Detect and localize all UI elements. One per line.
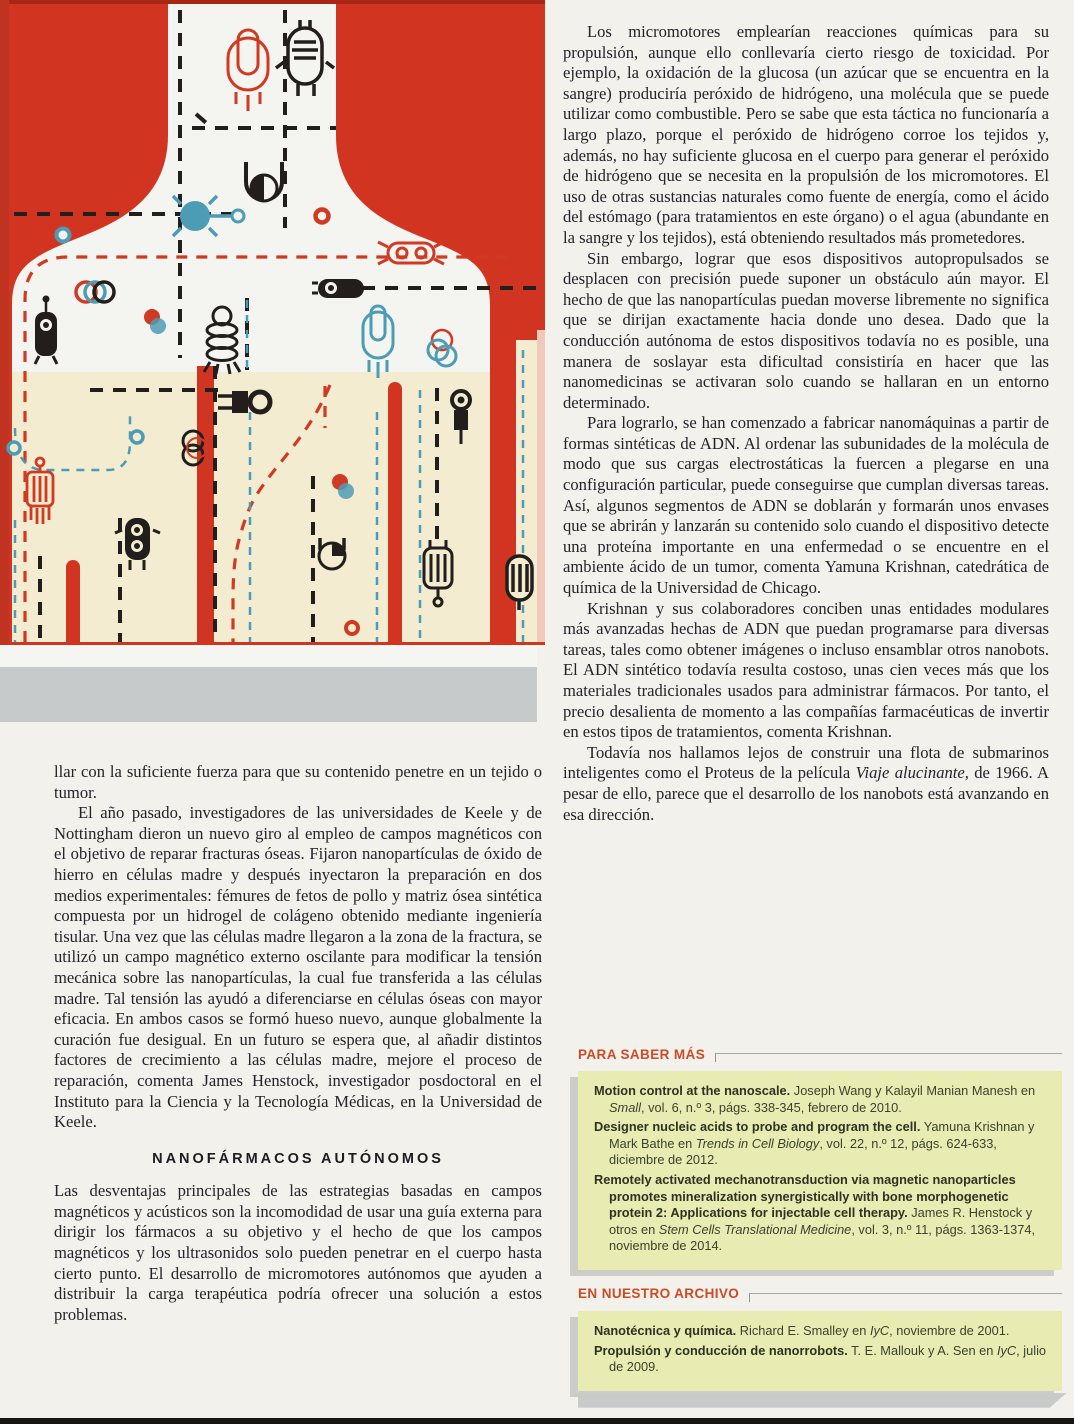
reference-authors: Yamuna Krishnan y Mark Bathe en bbox=[609, 1119, 1035, 1151]
body-paragraph: El año pasado, investigadores de las universidades de Keele y de Nottingham dieron un nuevo giro al empleo de campos magnéticos con el objetivo de reparar fracturas óseas. Fijaron nanopartículas de óxido de hierro en células madre y después inyectaron la preparación en dos medios experimentales: fémures de fetos de pollo y matriz ósea sintética compuesta por un hidrogel de colágeno obtenido mediante ingeniería tisular. Una vez que las células madre llegaron a la zona de la fractura, se utilizó un campo magnético externo oscilante para modificar la tensión mecánica sobre las nanopartículas, la cual fue transferida a las células madre. Tal tensión las ayudó a diferenciarse en células óseas con mayor eficacia. En ambos casos se formó hueso nuevo, aunque globalmente la curación fue desigual. En un futuro se espera que, al añadir distintos factores de crecimiento a las células madre, mejore el proceso de reparación, comenta James Henstock, investigador posdoctoral en el Instituto para la Ciencia y la Tecnología Médicas, en la Universidad de Keele. bbox=[54, 803, 542, 1132]
references-aside bbox=[578, 1046, 1062, 1408]
right-text-column bbox=[563, 22, 1049, 825]
body-paragraph: Sin embargo, lograr que esos dispositivos autopropulsados se desplacen con precisión puede suponer un obstáculo aún mayor. El hecho de que las nanopartículas puedan moverse libremente no significa que se dirijan exactamente hacia donde uno desea. Dado que la conducción autónoma de estos dispositivos todavía no es posible, una manera de soslayar esta dificultad consistiría en hacer que las nanomedicinas se activaran solo cuando se hallaran en un entorno determinado. bbox=[563, 248, 1049, 412]
red-dot-icon bbox=[316, 210, 329, 223]
body-paragraph: Los micromotores emplearían reacciones químicas para su propulsión, aunque ello conllevaría cierto riesgo de toxicidad. Por ejemplo, la oxidación de la glucosa (un azúcar que se encuentra en la sangre) produciría peróxido de hidrógeno, una molécula que se puede utilizar como combustible. Pero se sabe que esta táctica no funcionaría a largo plazo, porque el peróxido de hidrógeno corroe los tejidos y, además, no hay suficiente glucosa en el cuerpo para generar el peróxido de hidrógeno que se necesita en la propulsión de los micromotores. El uso de otras sustancias naturales como fuente de energía, como el ácido del estómago (para tratamientos en este órgano) o el agua (abundante en la sangre y los tejidos), está obteniendo resultados más prometedores. bbox=[563, 22, 1049, 247]
reference-title: Designer nucleic acids to probe and program the cell. bbox=[594, 1119, 921, 1135]
reference-source: IyC bbox=[869, 1322, 890, 1338]
reference-entry bbox=[594, 1083, 1048, 1116]
medicine-bottle-illustration bbox=[0, 0, 545, 740]
page-bottom-edge bbox=[0, 1418, 1074, 1424]
reference-authors: Joseph Wang y Kalayil Manian Manesh en bbox=[790, 1083, 1036, 1098]
reference-details: , vol. 22, n.º 12, págs. 624-633, diciembre de 2012. bbox=[609, 1135, 997, 1168]
archive-box bbox=[578, 1311, 1062, 1391]
movie-title-italic: Viaje alucinante bbox=[855, 763, 965, 783]
paragraph-text: , de 1966. A pesar de ello, parece que el desarrollo de los nanobots está avanzando en esa dirección. bbox=[563, 763, 1049, 824]
reference-title: Remotely activated mechanotransduction via magnetic nanoparticles promotes mineralization synergistically with bone morphogenetic protein 2: Applications for injectable cell therapy. bbox=[594, 1171, 1016, 1221]
reference-details: , noviembre de 2001. bbox=[889, 1322, 1010, 1338]
reference-details: , julio de 2009. bbox=[609, 1342, 1047, 1375]
body-paragraph: Para lograrlo, se han comenzado a fabricar nanomáquinas a partir de formas sintéticas de ADN. Al ordenar las subunidades de la molécula de modo que sus cargas electrostáticas la fuercen a plegarse en una configuración particular, puede conseguirse que cumplan diversas tareas. Así, algunos segmentos de ADN se doblarán y formarán unos envases que se abrirán y lanzarán su contenido solo cuando el dispositivo detecte una proteína importante en una enfermedad o se encuentre en el ambiente ácido de un tumor, comenta Yamuna Krishnan, catedrática de química de la Universidad de Chicago. bbox=[563, 413, 1049, 598]
reference-entry bbox=[594, 1323, 1048, 1340]
reference-title: Nanotécnica y química. bbox=[594, 1322, 737, 1338]
reference-source: Stem Cells Translational Medicine bbox=[658, 1221, 852, 1237]
teal-donut-icon bbox=[8, 442, 20, 454]
panel-bottom-shadow bbox=[578, 1393, 1067, 1408]
further-reading-box bbox=[578, 1071, 1062, 1270]
reference-source: Trends in Cell Biology bbox=[695, 1135, 820, 1151]
reference-entry bbox=[594, 1119, 1048, 1169]
body-paragraph: Las desventajas principales de las estrategias basadas en campos magnéticos y acústicos son la incomodidad de usar una guía externa para dirigir los fármacos a su objetivo y el hecho de que los campos magnéticos y los ultrasonidos solo pueden penetrar en el cuerpo hasta cierto punto. El desarrollo de micromotores autónomos que ayuden a distribuir la carga terapéutica podría ofrecer una solución a estos problemas. bbox=[54, 1181, 542, 1324]
paragraph-text: Todavía nos hallamos lejos de construir una flota de submarinos inteligentes como el Proteus de la película bbox=[563, 742, 1049, 783]
reference-source: Small bbox=[609, 1099, 641, 1115]
header-rule bbox=[749, 1293, 1062, 1302]
nanobots-bottle-svg bbox=[0, 0, 545, 740]
reference-details: , vol. 3, n.º 11, págs. 1363-1374, noviembre de 2014. bbox=[609, 1221, 1036, 1254]
bottle-shape bbox=[0, 0, 545, 740]
reference-title: Motion control at the nanoscale. bbox=[594, 1083, 791, 1098]
section-heading: NANOFÁRMACOS AUTÓNOMOS bbox=[152, 1150, 444, 1167]
body-paragraph: Krishnan y sus colaboradores conciben unas entidades modulares más avanzadas hechas de ADN que puedan programarse para diversas tareas, tales como obtener imágenes o incluso ensamblar otros nanobots. El ADN sintético todavía resulta costoso, unas cien veces más que los materiales tradicionales usados para administrar fármacos. Por tanto, el precio desalienta de momento a las compañías farmacéuticas de invertir en estos tipos de tratamientos, comenta Krishnan. bbox=[563, 598, 1049, 742]
further-reading-header bbox=[578, 1046, 1062, 1062]
reference-title: Propulsión y conducción de nanorrobots. bbox=[594, 1342, 848, 1358]
reference-entry bbox=[594, 1343, 1048, 1376]
left-text-column bbox=[54, 762, 542, 1325]
reference-authors: James R. Henstock y otros en bbox=[609, 1205, 1033, 1237]
archive-title: EN NUESTRO ARCHIVO bbox=[578, 1286, 740, 1302]
header-rule bbox=[715, 1053, 1062, 1062]
teal-donut-icon bbox=[131, 431, 143, 443]
further-reading-title: PARA SABER MÁS bbox=[578, 1046, 706, 1062]
teal-donut-icon bbox=[57, 229, 70, 242]
reference-details: , vol. 6, n.º 3, págs. 338-345, febrero de 2010. bbox=[641, 1099, 902, 1115]
illustration-gray-band bbox=[0, 667, 537, 722]
red-dot-icon bbox=[346, 622, 358, 634]
archive-header bbox=[578, 1286, 1062, 1302]
reference-authors: T. E. Mallouk y A. Sen en bbox=[847, 1342, 997, 1358]
reference-source: IyC bbox=[996, 1342, 1017, 1358]
body-paragraph: llar con la suficiente fuerza para que su contenido penetre en un tejido o tumor. bbox=[54, 762, 542, 802]
reference-authors: Richard E. Smalley en bbox=[736, 1322, 870, 1338]
reference-entry bbox=[594, 1172, 1048, 1255]
body-paragraph bbox=[563, 743, 1049, 825]
